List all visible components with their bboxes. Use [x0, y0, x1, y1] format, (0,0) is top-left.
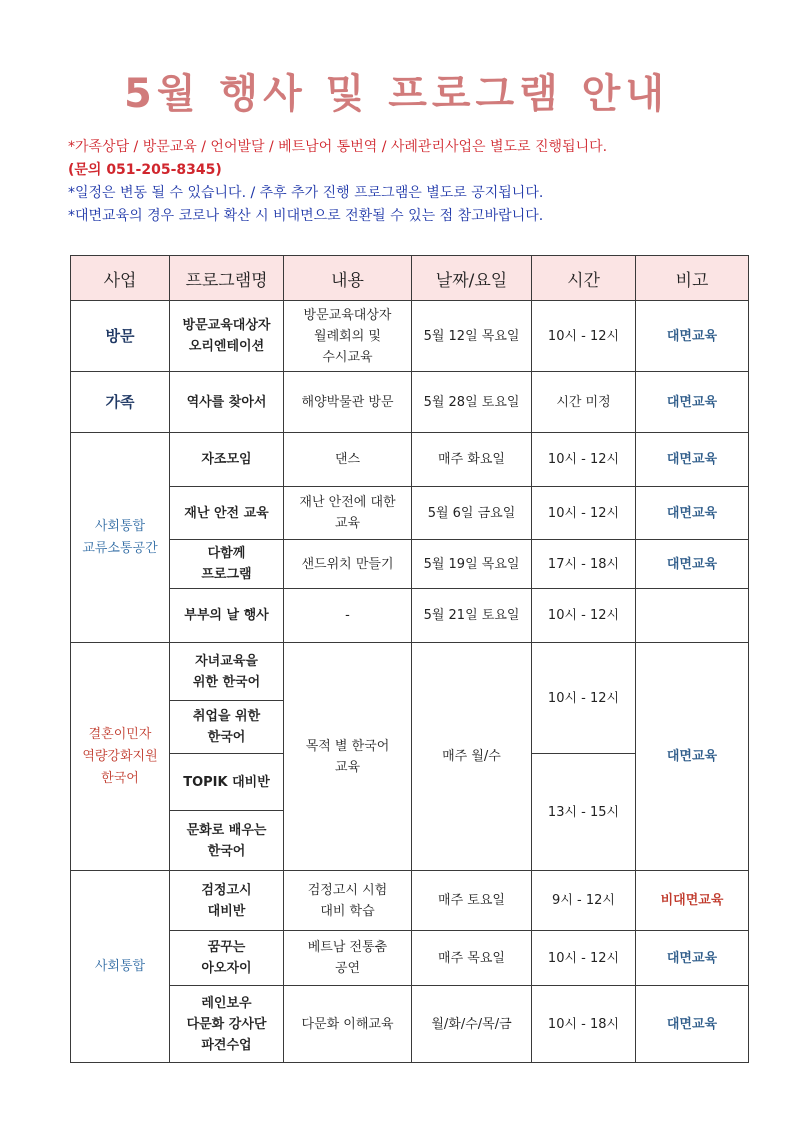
program-name: 다함께 프로그램: [170, 540, 284, 589]
table-row: [71, 301, 749, 372]
program-time: 10시 - 12시: [532, 643, 636, 754]
table-row: [71, 931, 749, 986]
program-date: 매주 토요일: [412, 871, 532, 931]
program-name: 재난 안전 교육: [170, 487, 284, 540]
program-time: 10시 - 18시: [532, 986, 636, 1063]
header-business: 사업: [71, 256, 170, 301]
program-time: 13시 - 15시: [532, 754, 636, 871]
program-date: 매주 목요일: [412, 931, 532, 986]
category-social-space: 사회통합 교류소통공간: [71, 433, 170, 643]
program-date: 매주 화요일: [412, 433, 532, 487]
program-name: 취업을 위한 한국어: [170, 701, 284, 754]
table-header-row: [71, 256, 749, 301]
header-time: 시간: [532, 256, 636, 301]
program-time: 9시 - 12시: [532, 871, 636, 931]
table-row: [71, 643, 749, 701]
program-name: 역사를 찾아서: [170, 372, 284, 433]
program-date: 5월 12일 목요일: [412, 301, 532, 372]
header-program: 프로그램명: [170, 256, 284, 301]
category-family: 가족: [71, 372, 170, 433]
category-marriage-immigrant: 결혼이민자 역량강화지원 한국어: [71, 643, 170, 871]
program-date: 월/화/수/목/금: [412, 986, 532, 1063]
header-content: 내용: [284, 256, 412, 301]
program-time: 10시 - 12시: [532, 487, 636, 540]
program-note: 대면교육: [636, 372, 749, 433]
table-row: [71, 871, 749, 931]
program-date: 5월 6일 금요일: [412, 487, 532, 540]
program-name: 검정고시 대비반: [170, 871, 284, 931]
program-note: 대면교육: [636, 931, 749, 986]
program-time: 10시 - 12시: [532, 931, 636, 986]
program-time: 10시 - 12시: [532, 301, 636, 372]
program-note: 대면교육: [636, 986, 749, 1063]
program-content: 댄스: [284, 433, 412, 487]
table-row: [71, 487, 749, 540]
program-note: [636, 589, 749, 643]
notice-contact: (문의 051-205-8345): [68, 162, 222, 178]
program-name: 방문교육대상자 오리엔테이션: [170, 301, 284, 372]
program-name: 레인보우 다문화 강사단 파견수업: [170, 986, 284, 1063]
program-name: 자조모임: [170, 433, 284, 487]
table-row: [71, 589, 749, 643]
program-content: 베트남 전통춤 공연: [284, 931, 412, 986]
table-row: [71, 372, 749, 433]
notice-covid: *대면교육의 경우 코로나 확산 시 비대면으로 전환될 수 있는 점 참고바랍니다.: [68, 208, 544, 224]
program-date: 5월 21일 토요일: [412, 589, 532, 643]
header-date: 날짜/요일: [412, 256, 532, 301]
program-note: 비대면교육: [636, 871, 749, 931]
table-row: [71, 986, 749, 1063]
header-note: 비고: [636, 256, 749, 301]
program-note: 대면교육: [636, 433, 749, 487]
program-content: 다문화 이해교육: [284, 986, 412, 1063]
category-visit: 방문: [71, 301, 170, 372]
program-table: [70, 255, 749, 1063]
program-note: 대면교육: [636, 301, 749, 372]
program-note: 대면교육: [636, 643, 749, 871]
notice-separate-programs: *가족상담 / 방문교육 / 언어발달 / 베트남어 통번역 / 사례관리사업은 별도로 진행됩니다.: [68, 139, 608, 155]
program-content: 검정고시 시험 대비 학습: [284, 871, 412, 931]
program-date: 5월 28일 토요일: [412, 372, 532, 433]
program-name: TOPIK 대비반: [170, 754, 284, 811]
program-time: 시간 미정: [532, 372, 636, 433]
program-date: 5월 19일 목요일: [412, 540, 532, 589]
program-name: 부부의 날 행사: [170, 589, 284, 643]
notice-schedule-change: *일정은 변동 될 수 있습니다. / 추후 추가 진행 프로그램은 별도로 공지됩니다.: [68, 185, 544, 201]
program-note: 대면교육: [636, 487, 749, 540]
program-date: 매주 월/수: [412, 643, 532, 871]
program-content: 해양박물관 방문: [284, 372, 412, 433]
program-time: 10시 - 12시: [532, 433, 636, 487]
table-row: [71, 433, 749, 487]
program-time: 10시 - 12시: [532, 589, 636, 643]
program-content: 샌드위치 만들기: [284, 540, 412, 589]
program-content: -: [284, 589, 412, 643]
program-name: 자녀교육을 위한 한국어: [170, 643, 284, 701]
program-content: 방문교육대상자 월례회의 및 수시교육: [284, 301, 412, 372]
program-name: 문화로 배우는 한국어: [170, 811, 284, 871]
program-note: 대면교육: [636, 540, 749, 589]
table-row: [71, 540, 749, 589]
program-content: 목적 별 한국어 교육: [284, 643, 412, 871]
program-content: 재난 안전에 대한 교육: [284, 487, 412, 540]
category-social-integration: 사회통합: [71, 871, 170, 1063]
program-time: 17시 - 18시: [532, 540, 636, 589]
page-title: 5월 행사 및 프로그램 안내: [124, 71, 669, 117]
program-name: 꿈꾸는 아오자이: [170, 931, 284, 986]
notice-block: [68, 136, 758, 228]
